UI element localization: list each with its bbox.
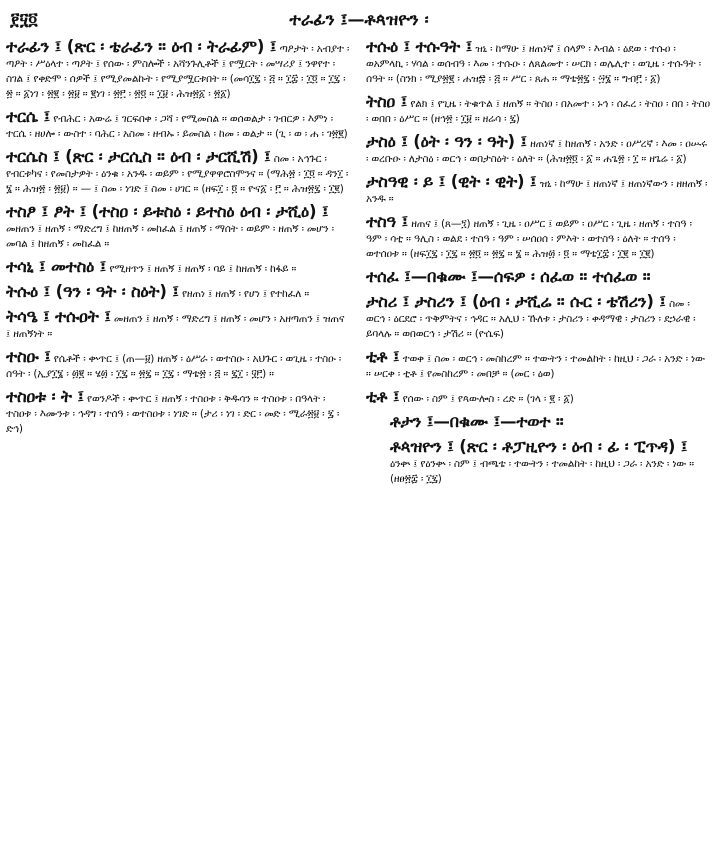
entry-headword: ቲቶ ፤: [366, 347, 400, 366]
dictionary-entry: [366, 266, 710, 287]
entry-headword: ትሳዔ ፤ ተሱዐት ፤: [6, 307, 111, 326]
dictionary-entry: [366, 386, 710, 407]
entry-definition: የሴቶች ፡ ቍጥር ፤ (ጠ—፱) ዘጠኝ ፡ ዕሥራ ፡ ወተስዑ ፡ አህጉር ፡ ወጊዜ ፡ ተስዑ ፡ ሰዓት ፡ (ኢያ፲፮ ፡ ፴፪ ። ሄ፴ ፡ ፲፯ ። ፳፯ ። ፲፯ ፡ ማቴ፳ ፡ ፭ ። ፯፲ ፡ ፶፫) ።: [6, 353, 342, 380]
dictionary-entry: [6, 106, 350, 142]
dictionary-entry: [366, 291, 710, 342]
entry-definition: ዝኒ ፡ ከማሁ ፤ ዘጠነኛ ፤ ሰላም ፡ እብል ፡ ዕደወ ፡ ተሱዐ ፡ ወአምላኪ ፡ ሃሳል ፡ ወሰብዓ ፡ እመ ፡ ተሱዑ ፡ ለጸልመተ ፡ ሠርክ ፡ ወሌሊተ ፡ ወጊዜ ፡ ተሱዓት ፡ ሰዓት ። (ስንክ ፡ ሚያ፳፪ ፡ ሐዝ፷ ፡ ፭ ። ሥር ፡ ጸሐ ። ማቴ፳፯ ፡ ፵፮ ። ግብ፫ ፡ ፩): [366, 43, 701, 85]
entry-definition: የወንዶች ፡ ቍጥር ፤ ዘጠኝ ፡ ተስዐቱ ፡ ቅዱሳን ። ተስዐቱ ፡ በዓላት ፡ ተስዐቱ ፡ እሙንቱ ፡ ኅዳግ ፡ ተሰዓ ፡ ወተስዐቱ ፡ ነገድ ። (ታሪ ፡ ነገ ፡ ድር ፡ መድ ፡ ሚራ፳፱ ፡ ፯ ፡ ድኅ): [6, 393, 340, 435]
entry-headword: ቶታን ፤—በቁሙ ፤—ተወተ ።: [390, 412, 564, 431]
entry-headword: ተርሴ ፤: [6, 107, 51, 126]
entry-headword: ታስዓዊ ፡ ይ ፤ (ዊት ፡ ዊት) ፤: [366, 172, 537, 191]
dictionary-entry: [366, 436, 710, 487]
entry-definition: መዘጠን ፤ ዘጠኝ ፡ ማድረግ ፤ ዘጠኝ ፡ መሆን ፡ አዘጣጠን ፤ ዝጠና ፤ ዘጠኝነት ።: [6, 313, 345, 340]
entry-headword: ታስሪ ፤ ታስሪን ፤ (ዕብ ፡ ታሺሬ ። ሱር ፡ ቴሽሪን) ፤: [366, 292, 666, 311]
entry-definition: የልክ ፤ የጊዜ ፡ ትቁጥል ፤ ዘጠኝ ። ትስዐ ፡ በአመተ ፡ ኑኅ ፡ ሰፈረ ፡ ትስዐ ፡ በበ ፡ ትስዐ ፡ ወበበ ፡ ዕሥር ። (ዘኅ፳ ፡ ፲፱ ። ዘሬሳ ፡ ፯): [366, 98, 710, 125]
entry-headword: ታስዕ ፤ (ዕት ፡ ዓን ፡ ዓት) ፤: [366, 132, 527, 151]
dictionary-entry: [366, 411, 710, 432]
entry-definition: ዘጠነኛ ፤ ከዘጠኝ ፡ አንድ ፡ ዐሥረኛ ፡ እመ ፡ ዐሡሩ ፡ ወረቡዑ ፡ ለታስዕ ፡ ወርኅ ፡ ወበታስዕት ፡ ዕለት ። (ሕዝ፳፬ ፡ ፩ ። ሐጌ፳ ፡ ፲ ። ዘጌሬ ፡ ፩): [366, 138, 707, 165]
entry-definition: የሰው ፡ ስም ፤ የጳውሎስ ፡ ረድ ። (ገላ ፡ ፪ ፡ ፩): [402, 393, 574, 405]
entry-headword: ተሱዕ ፤ ተሱዓት ፤: [366, 37, 473, 56]
entry-headword: ተስዓ ፤: [366, 212, 409, 231]
entry-headword: ትስዐ ፤: [366, 92, 408, 111]
entry-headword: ቲቶ ፤: [366, 387, 400, 406]
entry-definition: የዘጠነ ፤ ዘጠኝ ፡ የሆነ ፤ የተከፈለ ።: [181, 288, 310, 300]
entry-definition: ተወቀ ፤ ስመ ፡ ወርኅ ፡ መስከረም ። ተውትን ፡ ተመልከት ፡ ከዚህ ፡ ጋራ ፡ አንድ ፡ ነው ። ሠርቀ ፡ ቲቶ ፤ የመስከረም ፡ መበቻ ። (መር ፡ ዕወ): [366, 353, 705, 380]
entry-definition: የሚዘጥን ፤ ዘጠኝ ፤ ዘጠኝ ፡ ባይ ፤ ከዘጠኝ ፡ ከፋይ ።: [109, 263, 297, 275]
entry-headword: ተስፆ ፤ ፆት ፤ (ተስዐ ፡ ይቱስዕ ፡ ይተስዕ ዕብ ፡ ታሺዕ) ፤: [6, 202, 329, 221]
page-number: ፻፶፬: [10, 10, 38, 30]
entry-headword: ተርሴስ ፤ (ጽር ፡ ታርሲስ ። ዕብ ፡ ታርሺሽ) ፤: [6, 147, 271, 166]
right-column: [366, 36, 710, 851]
entry-headword: ትሱዕ ፤ (ዓን ፡ ዓት ፡ ስዕት) ፤: [6, 282, 179, 301]
entry-headword: ተስዐቱ ፡ ት ፤: [6, 387, 84, 406]
dictionary-entry: [366, 131, 710, 167]
left-column: [6, 36, 350, 851]
dictionary-entry: [6, 256, 350, 277]
entry-definition: ጣዖታት ፡ አብያተ ፡ ጣዖት ፡ ሥዕላተ ፡ ጣዖት ፤ የሰው ፡ ምስሎች ፡ አሻንጉሊቶች ፤ የሟርት ፡ መሣሪያ ፤ ንዋየተ ፡ ስገል ፤ የቀድሞ ፡ ሰዎች ፤ የሚያመልኩት ፡ የሚያሟርቱበት ። (መሳ፲፯ ፡ ፭ ። ፲፰ ፡ ፲፬ ። ፲፯ ፡ ፳ ። ፩ነገ ፡ ፳፪ ፡ ፳፱ ። ፪ነገ ፡ ፳፫ ፡ ፳፬ ። ፲፱ ፡ ሕዝ፳፩ ፡ ፳፩): [6, 43, 350, 100]
entry-definition: ዕንቍ ፤ የዕንቍ ፡ ስም ፤ ብጫቴ ፡ ተውትን ፡ ተመልከት ፡ ከዚህ ፡ ጋራ ፡ አንድ ፡ ነው ። (ዘፀ፳፰ ፡ ፲፯): [390, 458, 695, 485]
page-header: [0, 0, 718, 36]
dictionary-entry: [6, 386, 350, 437]
running-head: ተራፊን ፤—ቶጳዝዮን ፡: [289, 10, 429, 30]
entry-headword: ተሰፈ ፤—በቁሙ ፤—ሰፍዎ ፡ ሰፈወ ። ተሰፈወ ።: [366, 267, 651, 286]
entry-definition: የብሕር ፡ አውሬ ፤ ገርፍበቀ ፡ ጋሻ ፡ የሚመስል ። ወሰወልታ ፡ ገብርዎ ፡ እምነ ፡ ተርሴ ፡ ዘሀሎ ፡ ውስተ ፡ ባሕር ፡ አስመ ፡ ዘብኡ ፡ ይመስል ፡ ከመ ፡ ወልታ ። (ጊ ፡ ወ ፡ ሐ ፡ ገ፳፪): [6, 113, 348, 140]
dictionary-entry: [366, 211, 710, 262]
entry-definition: ስመ ፡ አኅጉር ፡ የብርቱካና ፡ የመስታዎት ፡ ዕንቁ ፡ አንዱ ፡ ወይም ፡ የሚያዋዋሮስሞንና ። (ማሕ፳ ፡ ፲፬ ። ዳን፲ ፡ ፮ ። ሕዝ፳ ፡ ፳፱) ። — ፤ ስመ ፡ ነገድ ፤ ስመ ፡ ሀገር ። (ዘፍ፲ ፡ ፬ ። ዮና፩ ፡ ፫ ። ሕዝ፳፯ ፡ ፲፪): [6, 153, 349, 195]
entry-definition: ዘጠና ፤ (ጸ—፺) ዘጠኝ ፡ ጊዜ ፡ ዐሥር ፤ ወይም ፡ ዐሥር ፡ ጊዜ ፡ ዘጠኝ ፡ ተስዓ ፡ ዓም ፡ ሳቲ ። ዓሊስ ፡ ወልደ ፡ ተስዓ ፡ ዓም ፡ ሠሰዐሰ ፡ ምእት ፡ ወተስዓ ፡ ዕለት ። ተሰዓ ፡ ወተሰዐቱ ። (ዘፍ፲፯ ፡ ፲፯ ። ፳፬ ። ፳፯ ። ፮ ። ሕዝ፴ ፡ ፬ ። ማቴ፲፰ ፡ ፲፪ ። ፲፪): [366, 218, 692, 260]
dictionary-entry: [6, 201, 350, 252]
dictionary-entry: [366, 171, 710, 207]
entry-headword: ተሳኒ ፤ መተስዕ ፤: [6, 257, 107, 276]
entry-definition: ስመ ፡ ወርኅ ፡ ዕርደሮ ፡ ጥቅምትና ፡ ኅዳር ። አሊህ ፡ ኹለቱ ፡ ታስሪን ፡ ቀዳማዊ ፡ ታስሪን ፡ ደኃራዊ ፡ ይባላሉ ። ወበወርኅ ፡ ታሽሪ ። (ዮሴፍ): [366, 298, 696, 340]
entry-headword: ቶጳዝዮን ፤ (ጽር ፡ ቶፓዚዮን ፡ ዕብ ፡ ፊ ፡ ፒጥዳ) ፤: [390, 437, 688, 456]
dictionary-entry: [366, 91, 710, 127]
dictionary-entry: [366, 346, 710, 382]
entry-definition: መዘጠን ፤ ዘጠኝ ፡ ማድረግ ፤ ከዘጠኝ ፡ መከፈል ፤ ዘጠኝ ፡ ማሰት ፡ ወይም ፡ ዘጠኝ ፡ መሆን ፡ መባል ፤ ከዘጠኝ ፡ መከፈል ።: [6, 223, 334, 250]
dictionary-entry: [366, 36, 710, 87]
dictionary-entry: [6, 36, 350, 102]
dictionary-entry: [6, 306, 350, 342]
entry-headword: ተራፊን ፤ (ጽር ፡ ቴራፊን ። ዕብ ፡ ትራፊም) ፤: [6, 37, 277, 56]
dictionary-entry: [6, 146, 350, 197]
dictionary-entry: [6, 281, 350, 302]
dictionary-entry: [6, 346, 350, 382]
entry-headword: ተስዑ ፤: [6, 347, 51, 366]
entry-definition: ዝኒ ፡ ከማሁ ፤ ዘጠነኛ ፤ ዘጠነኛውን ፡ ዘዘጠኝ ፡ አንዱ ።: [366, 178, 708, 205]
